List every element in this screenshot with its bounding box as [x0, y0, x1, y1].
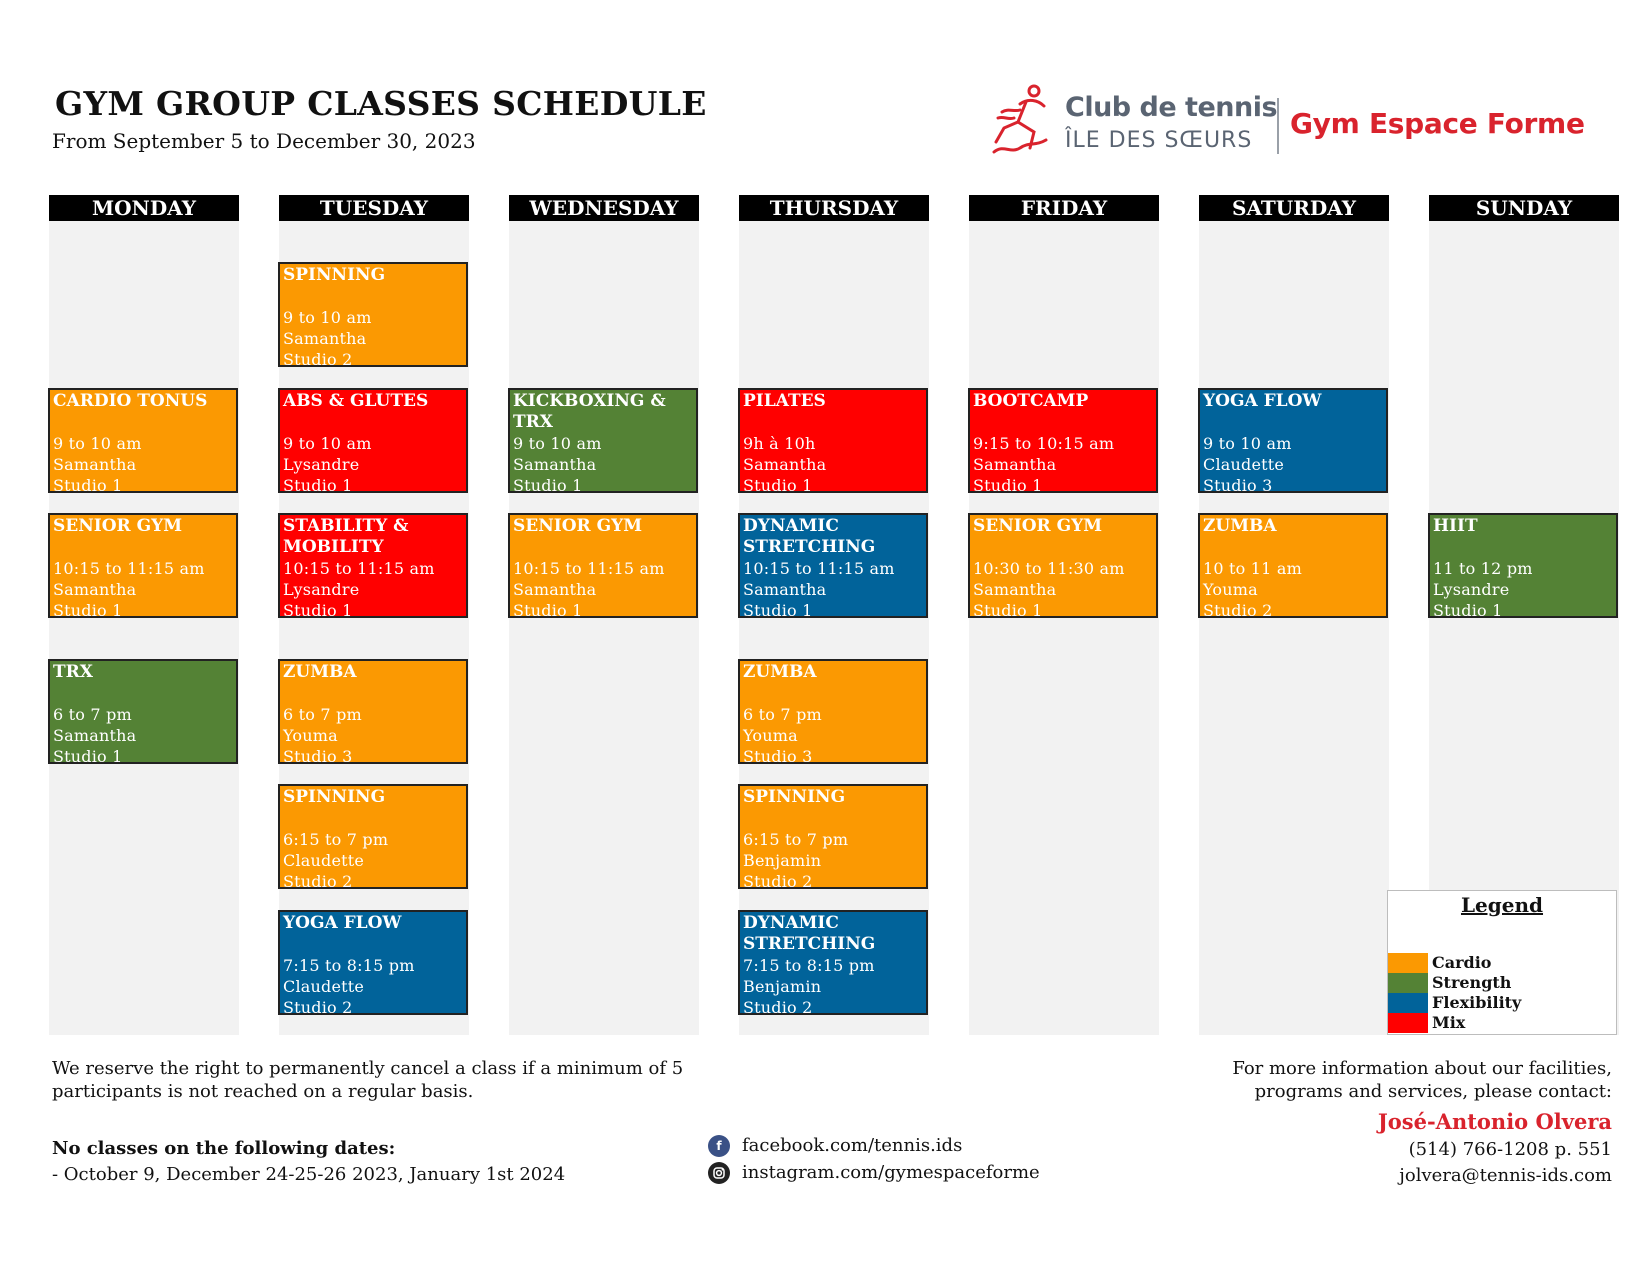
class-room: Studio 2	[283, 872, 353, 889]
class-time: 6 to 7 pm	[53, 705, 132, 724]
class-name: BOOTCAMP	[973, 391, 1089, 411]
class-instructor: Samantha	[973, 455, 1057, 474]
class-block[interactable]	[738, 659, 928, 764]
class-name: SENIOR GYM	[513, 516, 643, 536]
class-block[interactable]	[738, 513, 928, 618]
class-name: DYNAMIC STRETCHING	[743, 516, 876, 557]
class-block[interactable]	[278, 262, 468, 367]
class-name: SPINNING	[743, 787, 846, 807]
facebook-link[interactable]: facebook.com/tennis.ids	[742, 1135, 963, 1156]
contact-block	[1232, 1057, 1612, 1187]
class-room: Studio 1	[513, 476, 583, 493]
class-time: 10 to 11 am	[1203, 559, 1302, 578]
day-header-saturday: SATURDAY	[1199, 195, 1389, 221]
day-header-thursday: THURSDAY	[739, 195, 929, 221]
class-instructor: Samantha	[973, 580, 1057, 599]
class-name: YOGA FLOW	[1203, 391, 1322, 411]
contact-name: José-Antonio Olvera	[1377, 1109, 1612, 1134]
class-name: ZUMBA	[743, 662, 817, 682]
class-block[interactable]	[508, 513, 698, 618]
legend	[1387, 890, 1617, 1035]
class-name: TRX	[53, 662, 93, 682]
class-time: 6 to 7 pm	[283, 705, 362, 724]
class-time: 7:15 to 8:15 pm	[283, 956, 415, 975]
class-room: Studio 3	[1203, 476, 1273, 493]
class-room: Studio 3	[743, 747, 813, 764]
contact-intro: For more information about our facilities,	[1232, 1058, 1612, 1079]
club-name-line1: Club de tennis	[1065, 92, 1278, 123]
class-block[interactable]	[1428, 513, 1618, 618]
class-instructor: Benjamin	[743, 851, 822, 870]
legend-swatch	[1388, 1013, 1428, 1033]
legend-swatch	[1388, 993, 1428, 1013]
class-block[interactable]	[48, 513, 238, 618]
class-instructor: Samantha	[53, 455, 137, 474]
page-title: GYM GROUP CLASSES SCHEDULE	[55, 84, 707, 123]
gym-name: Gym Espace Forme	[1290, 107, 1585, 140]
class-instructor: Youma	[743, 726, 798, 745]
class-name: STABILITY & MOBILITY	[283, 516, 409, 557]
class-block[interactable]	[1198, 513, 1388, 618]
class-room: Studio 1	[743, 601, 813, 618]
class-name: ZUMBA	[1203, 516, 1277, 536]
class-instructor: Lysandre	[283, 455, 360, 474]
legend-title: Legend	[1460, 893, 1544, 917]
runner-logo-icon	[990, 82, 1060, 157]
class-instructor: Benjamin	[743, 977, 822, 996]
day-header-friday: FRIDAY	[969, 195, 1159, 221]
class-block[interactable]	[968, 513, 1158, 618]
day-header-wednesday: WEDNESDAY	[509, 195, 699, 221]
class-time: 10:15 to 11:15 am	[53, 559, 205, 578]
day-header-tuesday: TUESDAY	[279, 195, 469, 221]
class-block[interactable]	[508, 388, 698, 493]
class-room: Studio 1	[973, 601, 1043, 618]
legend-swatch	[1388, 973, 1428, 993]
instagram-glyph-icon	[708, 1162, 730, 1184]
class-time: 9 to 10 am	[283, 308, 372, 327]
class-block[interactable]	[738, 910, 928, 1015]
class-block[interactable]	[1198, 388, 1388, 493]
cancellation-notice	[52, 1057, 683, 1103]
class-block[interactable]	[278, 784, 468, 889]
club-logo	[990, 80, 1590, 160]
class-name: HIIT	[1433, 516, 1478, 536]
page-subtitle: From September 5 to December 30, 2023	[52, 129, 476, 153]
legend-label: Flexibility	[1432, 993, 1522, 1012]
class-name: CARDIO TONUS	[53, 391, 208, 411]
class-room: Studio 2	[283, 998, 353, 1015]
class-instructor: Samantha	[743, 580, 827, 599]
class-name: KICKBOXING & TRX	[513, 391, 666, 432]
class-room: Studio 2	[743, 872, 813, 889]
class-name: SPINNING	[283, 265, 386, 285]
class-room: Studio 1	[53, 476, 123, 493]
class-instructor: Claudette	[1203, 455, 1285, 474]
closures	[52, 1137, 565, 1186]
day-header-monday: MONDAY	[49, 195, 239, 221]
class-block[interactable]	[278, 910, 468, 1015]
class-instructor: Samantha	[53, 580, 137, 599]
class-room: Studio 1	[53, 747, 123, 764]
class-instructor: Lysandre	[283, 580, 360, 599]
class-time: 9 to 10 am	[283, 434, 372, 453]
class-time: 9h à 10h	[743, 434, 816, 453]
class-room: Studio 2	[743, 998, 813, 1015]
instagram-icon	[708, 1162, 730, 1184]
class-instructor: Samantha	[513, 455, 597, 474]
class-instructor: Youma	[1203, 580, 1258, 599]
class-block[interactable]	[968, 388, 1158, 493]
club-name-line2: ÎLE DES SŒURS	[1065, 128, 1253, 153]
closures-dates: - October 9, December 24-25-26 2023, January 1st 2024	[52, 1164, 566, 1185]
class-time: 6:15 to 7 pm	[283, 830, 389, 849]
contact-intro: programs and services, please contact:	[1254, 1081, 1612, 1102]
class-block[interactable]	[48, 659, 238, 764]
class-room: Studio 1	[283, 476, 353, 493]
class-time: 10:15 to 11:15 am	[743, 559, 895, 578]
class-time: 9 to 10 am	[1203, 434, 1292, 453]
class-room: Studio 2	[1203, 601, 1273, 618]
class-time: 9 to 10 am	[53, 434, 142, 453]
day-header-sunday: SUNDAY	[1429, 195, 1619, 221]
class-time: 6 to 7 pm	[743, 705, 822, 724]
class-room: Studio 1	[1433, 601, 1503, 618]
class-block[interactable]	[278, 659, 468, 764]
notice-line: participants is not reached on a regular basis.	[52, 1081, 474, 1102]
class-name: SENIOR GYM	[53, 516, 183, 536]
instagram-link[interactable]: instagram.com/gymespaceforme	[742, 1162, 1040, 1183]
class-room: Studio 1	[743, 476, 813, 493]
closures-title: No classes on the following dates:	[52, 1138, 396, 1159]
class-time: 6:15 to 7 pm	[743, 830, 849, 849]
class-name: ABS & GLUTES	[283, 391, 429, 411]
class-time: 9 to 10 am	[513, 434, 602, 453]
class-time: 10:15 to 11:15 am	[513, 559, 665, 578]
class-instructor: Youma	[283, 726, 338, 745]
class-room: Studio 1	[283, 601, 353, 618]
contact-phone[interactable]: (514) 766-1208 p. 551	[1408, 1139, 1612, 1160]
class-block[interactable]	[278, 513, 468, 618]
class-room: Studio 3	[283, 747, 353, 764]
class-time: 10:30 to 11:30 am	[973, 559, 1125, 578]
class-name: SENIOR GYM	[973, 516, 1103, 536]
class-name: DYNAMIC STRETCHING	[743, 913, 876, 954]
class-time: 10:15 to 11:15 am	[283, 559, 435, 578]
class-block[interactable]	[738, 784, 928, 889]
class-room: Studio 2	[283, 350, 353, 367]
logo-divider	[1277, 98, 1279, 154]
class-block[interactable]	[278, 388, 468, 493]
class-instructor: Lysandre	[1433, 580, 1510, 599]
class-block[interactable]	[48, 388, 238, 493]
class-time: 11 to 12 pm	[1433, 559, 1533, 578]
class-name: PILATES	[743, 391, 826, 411]
class-room: Studio 1	[513, 601, 583, 618]
class-name: YOGA FLOW	[283, 913, 402, 933]
contact-email[interactable]: jolvera@tennis-ids.com	[1399, 1165, 1612, 1186]
class-instructor: Samantha	[513, 580, 597, 599]
class-block[interactable]	[738, 388, 928, 493]
legend-swatch	[1388, 953, 1428, 973]
class-instructor: Samantha	[743, 455, 827, 474]
legend-label: Cardio	[1432, 953, 1492, 972]
class-name: ZUMBA	[283, 662, 357, 682]
notice-line: We reserve the right to permanently cancel a class if a minimum of 5	[52, 1058, 684, 1079]
class-time: 9:15 to 10:15 am	[973, 434, 1115, 453]
class-room: Studio 1	[973, 476, 1043, 493]
legend-label: Mix	[1432, 1013, 1466, 1032]
class-instructor: Samantha	[283, 329, 367, 348]
legend-label: Strength	[1432, 973, 1512, 992]
class-instructor: Claudette	[283, 977, 365, 996]
facebook-icon: f	[708, 1135, 730, 1157]
class-time: 7:15 to 8:15 pm	[743, 956, 875, 975]
class-name: SPINNING	[283, 787, 386, 807]
class-room: Studio 1	[53, 601, 123, 618]
class-instructor: Claudette	[283, 851, 365, 870]
class-instructor: Samantha	[53, 726, 137, 745]
